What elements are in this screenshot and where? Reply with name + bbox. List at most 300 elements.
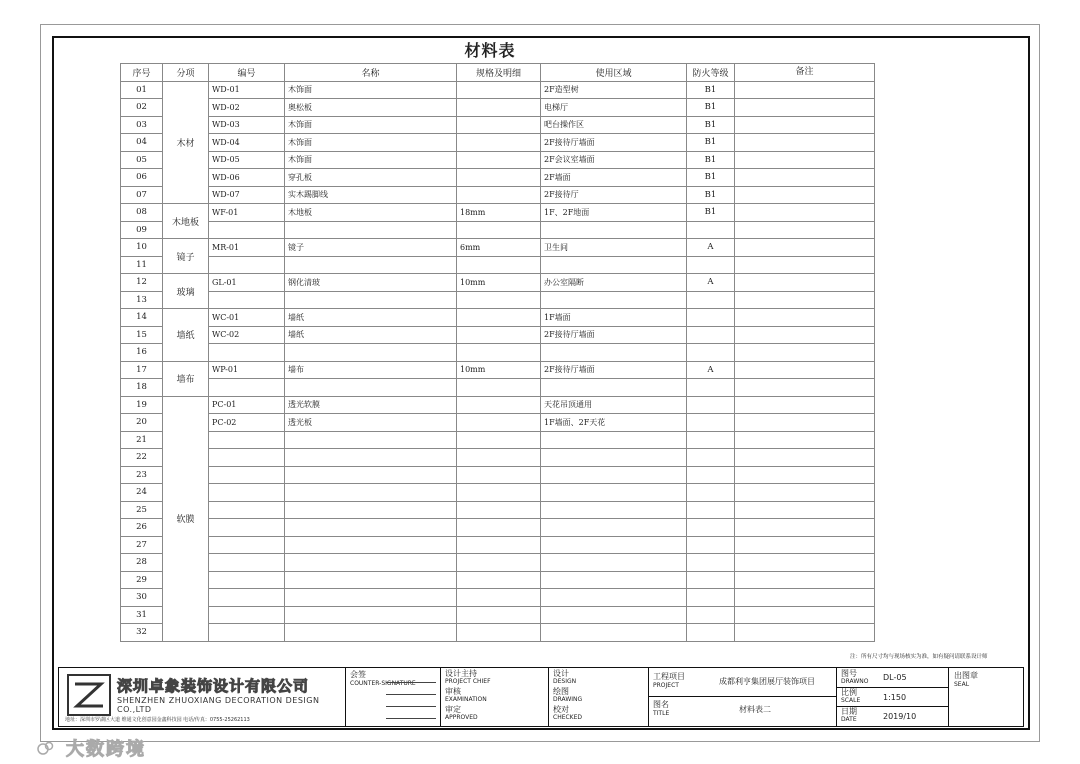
- project-label-en: PROJECT: [653, 682, 679, 689]
- seal-label: 出图章: [954, 671, 978, 680]
- material-spec: [457, 291, 541, 309]
- fire-rating: B1: [687, 99, 735, 117]
- remarks-cell: [735, 274, 875, 292]
- material-spec: [457, 221, 541, 239]
- material-code: PC-02: [209, 414, 285, 432]
- table-row: [121, 256, 875, 274]
- row-number: 18: [121, 379, 163, 397]
- table-row: [121, 186, 875, 204]
- material-code: WD-01: [209, 81, 285, 99]
- row-number: 16: [121, 344, 163, 362]
- table-row: [121, 414, 875, 432]
- fire-rating: [687, 414, 735, 432]
- material-code: WD-04: [209, 134, 285, 152]
- material-code: [209, 536, 285, 554]
- title-value: 材料表二: [739, 705, 771, 714]
- usage-area: 2F接待厅墙面: [541, 326, 687, 344]
- table-row: [121, 571, 875, 589]
- table-row: [121, 274, 875, 292]
- table-row: [121, 309, 875, 327]
- fire-rating: [687, 536, 735, 554]
- row-number: 31: [121, 606, 163, 624]
- chief-label: 设计主持: [445, 669, 477, 678]
- material-name: [285, 221, 457, 239]
- material-name: 木饰面: [285, 134, 457, 152]
- remarks-cell: [735, 466, 875, 484]
- table-row: [121, 466, 875, 484]
- row-number: 15: [121, 326, 163, 344]
- material-code: [209, 519, 285, 537]
- material-name: 墙布: [285, 361, 457, 379]
- table-row: [121, 361, 875, 379]
- material-name: 木地板: [285, 204, 457, 222]
- material-name: 镜子: [285, 239, 457, 257]
- approved-label-en: APPROVED: [445, 714, 478, 721]
- remarks-cell: [735, 99, 875, 117]
- remarks-cell: [735, 589, 875, 607]
- fire-rating: [687, 519, 735, 537]
- remarks-cell: [735, 519, 875, 537]
- row-number: 21: [121, 431, 163, 449]
- table-row: [121, 501, 875, 519]
- table-row: [121, 536, 875, 554]
- drawing-label-en: DRAWING: [553, 696, 583, 703]
- material-code: WC-01: [209, 309, 285, 327]
- material-spec: [457, 186, 541, 204]
- fire-rating: B1: [687, 169, 735, 187]
- row-number: 25: [121, 501, 163, 519]
- material-name: 墙纸: [285, 326, 457, 344]
- row-number: 07: [121, 186, 163, 204]
- scale-label: 比例: [841, 688, 857, 697]
- table-row: [121, 344, 875, 362]
- watermark-text: 大数跨境: [66, 739, 146, 760]
- row-number: 30: [121, 589, 163, 607]
- material-name: 木饰面: [285, 116, 457, 134]
- material-code: [209, 431, 285, 449]
- seal-cell: [949, 668, 1023, 726]
- usage-area: [541, 501, 687, 519]
- date-value: 2019/10: [883, 712, 917, 721]
- material-spec: 10mm: [457, 274, 541, 292]
- remarks-cell: [735, 536, 875, 554]
- scale-value: 1:150: [883, 693, 907, 702]
- fire-rating: [687, 291, 735, 309]
- remarks-cell: [735, 326, 875, 344]
- usage-area: [541, 449, 687, 467]
- category-cell: 墙纸: [163, 309, 209, 362]
- usage-area: [541, 606, 687, 624]
- usage-area: [541, 484, 687, 502]
- usage-area: [541, 466, 687, 484]
- fire-rating: [687, 624, 735, 642]
- usage-area: 2F接待厅: [541, 186, 687, 204]
- remarks-cell: [735, 169, 875, 187]
- table-row: [121, 81, 875, 99]
- row-number: 29: [121, 571, 163, 589]
- material-name: 透光板: [285, 414, 457, 432]
- material-code: WF-01: [209, 204, 285, 222]
- usage-area: 1F墙面、2F天花: [541, 414, 687, 432]
- material-code: [209, 606, 285, 624]
- fire-rating: A: [687, 274, 735, 292]
- project-value: 成都利亨集团展厅装饰项目: [719, 677, 815, 686]
- table-row: [121, 326, 875, 344]
- material-spec: [457, 449, 541, 467]
- fire-rating: [687, 484, 735, 502]
- usage-area: 办公室隔断: [541, 274, 687, 292]
- date-label-en: DATE: [841, 716, 857, 723]
- table-row: [121, 484, 875, 502]
- remarks-cell: [735, 484, 875, 502]
- chief-cell: [441, 668, 549, 726]
- fire-rating: [687, 256, 735, 274]
- fire-rating: B1: [687, 204, 735, 222]
- fire-rating: [687, 606, 735, 624]
- material-code: [209, 484, 285, 502]
- table-row: [121, 431, 875, 449]
- row-number: 05: [121, 151, 163, 169]
- page-title: 材料表: [464, 41, 516, 60]
- drawno-value: DL-05: [883, 673, 907, 682]
- table-row: [121, 396, 875, 414]
- row-number: 12: [121, 274, 163, 292]
- fire-rating: [687, 449, 735, 467]
- material-spec: [457, 466, 541, 484]
- material-code: [209, 571, 285, 589]
- usage-area: [541, 589, 687, 607]
- usage-area: 1F、2F地面: [541, 204, 687, 222]
- row-number: 22: [121, 449, 163, 467]
- table-row: [121, 134, 875, 152]
- usage-area: [541, 519, 687, 537]
- material-spec: [457, 326, 541, 344]
- material-spec: [457, 431, 541, 449]
- watermark-logo-icon: [36, 738, 56, 758]
- remarks-cell: [735, 606, 875, 624]
- usage-area: 吧台操作区: [541, 116, 687, 134]
- material-spec: [457, 484, 541, 502]
- usage-area: [541, 536, 687, 554]
- remarks-cell: [735, 151, 875, 169]
- material-name: [285, 291, 457, 309]
- row-number: 02: [121, 99, 163, 117]
- material-name: [285, 606, 457, 624]
- material-name: 木饰面: [285, 151, 457, 169]
- fire-rating: B1: [687, 151, 735, 169]
- usage-area: 1F墙面: [541, 309, 687, 327]
- row-number: 01: [121, 81, 163, 99]
- col-header-name: 名称: [285, 64, 457, 82]
- col-header-code: 编号: [209, 64, 285, 82]
- exam-label: 审核: [445, 687, 461, 696]
- countersign-cell: [346, 668, 441, 726]
- design-cell: [549, 668, 649, 726]
- row-number: 28: [121, 554, 163, 572]
- material-spec: [457, 309, 541, 327]
- material-spec: [457, 344, 541, 362]
- fire-rating: [687, 554, 735, 572]
- fire-rating: [687, 326, 735, 344]
- drawno-cell: [837, 668, 949, 726]
- material-name: [285, 344, 457, 362]
- table-row: [121, 204, 875, 222]
- material-code: [209, 449, 285, 467]
- material-spec: [457, 536, 541, 554]
- fire-rating: [687, 344, 735, 362]
- material-name: 墙纸: [285, 309, 457, 327]
- material-spec: [457, 414, 541, 432]
- fire-rating: B1: [687, 116, 735, 134]
- row-number: 23: [121, 466, 163, 484]
- row-number: 32: [121, 624, 163, 642]
- fire-rating: [687, 396, 735, 414]
- row-number: 10: [121, 239, 163, 257]
- material-code: PC-01: [209, 396, 285, 414]
- fire-rating: [687, 571, 735, 589]
- footnote: 注：所有尺寸均与现场核实为准，如有疑问请联系设计师: [850, 654, 988, 660]
- material-spec: [457, 396, 541, 414]
- table-row: [121, 151, 875, 169]
- usage-area: 电梯厅: [541, 99, 687, 117]
- remarks-cell: [735, 256, 875, 274]
- col-header-remarks: 备注: [735, 64, 875, 82]
- company-name-cn: 深圳卓象装饰设计有限公司: [117, 677, 310, 695]
- material-spec: [457, 571, 541, 589]
- row-number: 24: [121, 484, 163, 502]
- fire-rating: A: [687, 239, 735, 257]
- title-label-en: TITLE: [653, 710, 670, 717]
- category-cell: 木地板: [163, 204, 209, 239]
- project-cell: [649, 668, 837, 726]
- category-cell: 玻璃: [163, 274, 209, 309]
- remarks-cell: [735, 571, 875, 589]
- remarks-cell: [735, 501, 875, 519]
- usage-area: [541, 379, 687, 397]
- material-spec: [457, 151, 541, 169]
- row-number: 04: [121, 134, 163, 152]
- usage-area: [541, 344, 687, 362]
- usage-area: 2F接待厅墙面: [541, 361, 687, 379]
- category-cell: 镜子: [163, 239, 209, 274]
- remarks-cell: [735, 624, 875, 642]
- material-code: [209, 291, 285, 309]
- material-spec: [457, 519, 541, 537]
- material-spec: [457, 624, 541, 642]
- material-code: WP-01: [209, 361, 285, 379]
- company-logo-icon: [67, 674, 111, 716]
- material-name: 钢化清玻: [285, 274, 457, 292]
- table-row: [121, 116, 875, 134]
- material-name: [285, 571, 457, 589]
- material-code: WD-07: [209, 186, 285, 204]
- material-name: [285, 484, 457, 502]
- material-spec: [457, 379, 541, 397]
- approved-label: 审定: [445, 705, 461, 714]
- fire-rating: [687, 309, 735, 327]
- row-number: 13: [121, 291, 163, 309]
- seal-label-en: SEAL: [954, 681, 970, 688]
- material-spec: [457, 606, 541, 624]
- material-spec: [457, 134, 541, 152]
- fire-rating: [687, 501, 735, 519]
- fire-rating: [687, 379, 735, 397]
- drawing-label: 绘图: [553, 687, 569, 696]
- material-name: 实木踢脚线: [285, 186, 457, 204]
- design-label-en: DESIGN: [553, 678, 577, 685]
- fire-rating: [687, 466, 735, 484]
- material-name: [285, 379, 457, 397]
- material-code: [209, 501, 285, 519]
- material-name: [285, 466, 457, 484]
- project-label: 工程项目: [653, 672, 685, 681]
- countersign-label-en: COUNTER-SIGNATURE: [350, 680, 416, 687]
- remarks-cell: [735, 361, 875, 379]
- row-number: 26: [121, 519, 163, 537]
- material-spec: [457, 589, 541, 607]
- remarks-cell: [735, 81, 875, 99]
- material-name: [285, 624, 457, 642]
- remarks-cell: [735, 396, 875, 414]
- row-number: 06: [121, 169, 163, 187]
- col-header-category: 分项: [163, 64, 209, 82]
- remarks-cell: [735, 379, 875, 397]
- usage-area: [541, 221, 687, 239]
- checked-label-en: CHECKED: [553, 714, 583, 721]
- checked-label: 校对: [553, 705, 569, 714]
- material-spec: 10mm: [457, 361, 541, 379]
- material-name: [285, 449, 457, 467]
- usage-area: 天花吊顶通用: [541, 396, 687, 414]
- row-number: 14: [121, 309, 163, 327]
- remarks-cell: [735, 414, 875, 432]
- table-row: [121, 239, 875, 257]
- material-name: [285, 554, 457, 572]
- material-spec: [457, 501, 541, 519]
- company-cell: [59, 668, 346, 726]
- category-cell: 木材: [163, 81, 209, 204]
- fire-rating: [687, 221, 735, 239]
- material-code: [209, 466, 285, 484]
- table-header-row: [121, 64, 875, 82]
- table-row: [121, 291, 875, 309]
- material-code: [209, 221, 285, 239]
- remarks-cell: [735, 344, 875, 362]
- col-header-area: 使用区域: [541, 64, 687, 82]
- title-block: [58, 667, 1024, 727]
- material-code: WD-03: [209, 116, 285, 134]
- scale-label-en: SCALE: [841, 697, 861, 704]
- material-name: [285, 589, 457, 607]
- material-name: [285, 431, 457, 449]
- material-code: MR-01: [209, 239, 285, 257]
- remarks-cell: [735, 116, 875, 134]
- title-label: 图名: [653, 700, 669, 709]
- remarks-cell: [735, 554, 875, 572]
- table-row: [121, 554, 875, 572]
- material-code: WC-02: [209, 326, 285, 344]
- material-name: [285, 256, 457, 274]
- material-code: GL-01: [209, 274, 285, 292]
- remarks-cell: [735, 309, 875, 327]
- material-spec: [457, 116, 541, 134]
- row-number: 17: [121, 361, 163, 379]
- material-name: [285, 501, 457, 519]
- row-number: 08: [121, 204, 163, 222]
- table-row: [121, 99, 875, 117]
- table-row: [121, 606, 875, 624]
- material-code: [209, 624, 285, 642]
- material-name: [285, 519, 457, 537]
- drawno-label-en: DRAWNO: [841, 678, 869, 685]
- chief-label-en: PROJECT CHIEF: [445, 678, 491, 685]
- usage-area: 2F会议室墙面: [541, 151, 687, 169]
- material-name: 木饰面: [285, 81, 457, 99]
- usage-area: [541, 554, 687, 572]
- usage-area: [541, 571, 687, 589]
- table-row: [121, 519, 875, 537]
- table-row: [121, 449, 875, 467]
- drawno-label: 图号: [841, 669, 857, 678]
- remarks-cell: [735, 204, 875, 222]
- category-cell: 软膜: [163, 396, 209, 641]
- date-label: 日期: [841, 707, 857, 716]
- material-name: 透光软膜: [285, 396, 457, 414]
- usage-area: 2F造型树: [541, 81, 687, 99]
- table-body: [121, 81, 875, 641]
- material-code: [209, 589, 285, 607]
- usage-area: [541, 624, 687, 642]
- fire-rating: B1: [687, 134, 735, 152]
- material-code: WD-05: [209, 151, 285, 169]
- material-spec: [457, 99, 541, 117]
- material-code: [209, 344, 285, 362]
- usage-area: 2F接待厅墙面: [541, 134, 687, 152]
- col-header-no: 序号: [121, 64, 163, 82]
- table-row: [121, 379, 875, 397]
- material-spec: 18mm: [457, 204, 541, 222]
- material-spec: 6mm: [457, 239, 541, 257]
- table-row: [121, 169, 875, 187]
- fire-rating: B1: [687, 81, 735, 99]
- remarks-cell: [735, 134, 875, 152]
- material-spec: [457, 554, 541, 572]
- material-spec: [457, 81, 541, 99]
- col-header-fire-rating: 防火等级: [687, 64, 735, 82]
- remarks-cell: [735, 431, 875, 449]
- row-number: 19: [121, 396, 163, 414]
- usage-area: [541, 431, 687, 449]
- remarks-cell: [735, 291, 875, 309]
- remarks-cell: [735, 449, 875, 467]
- row-number: 11: [121, 256, 163, 274]
- material-table: [120, 63, 875, 642]
- category-cell: 墙布: [163, 361, 209, 396]
- material-code: WD-06: [209, 169, 285, 187]
- usage-area: [541, 291, 687, 309]
- remarks-cell: [735, 239, 875, 257]
- table-row: [121, 624, 875, 642]
- fire-rating: [687, 431, 735, 449]
- exam-label-en: EXAMINATION: [445, 696, 487, 703]
- fire-rating: A: [687, 361, 735, 379]
- fire-rating: [687, 589, 735, 607]
- material-code: [209, 554, 285, 572]
- row-number: 20: [121, 414, 163, 432]
- material-code: WD-02: [209, 99, 285, 117]
- table-row: [121, 221, 875, 239]
- countersign-label: 会签: [350, 670, 366, 679]
